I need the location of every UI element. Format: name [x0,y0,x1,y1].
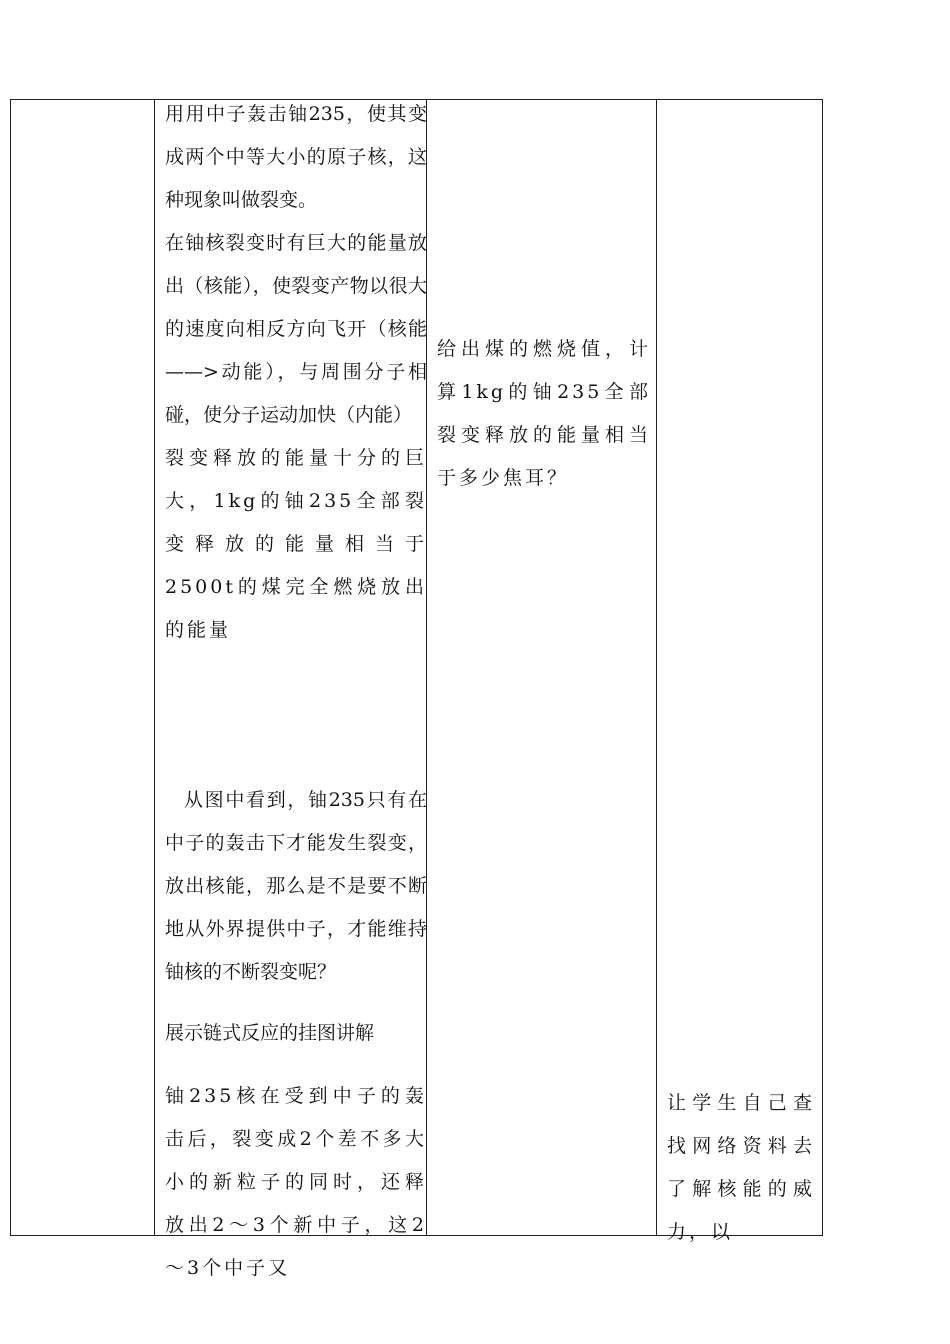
cell-design-intent [657,100,823,1243]
cell-teaching-content [155,100,427,1279]
cell-student-activity [427,100,657,1235]
paragraph-neutron-question: 从图中看到，铀235只有在中子的轰击下才能发生裂变，放出核能，那么是不是要不断地从外界提供中子，才能维持铀核的不断裂变呢？ [165,789,427,983]
lesson-table [10,99,823,1279]
paragraph-energy-amount: 裂变释放的能量十分的巨大，1kg的铀235全部裂变释放的能量相当于2500t的煤完全燃烧放出的能量 [165,447,427,641]
paragraph-chain-reaction-chart: 展示链式反应的挂图讲解 [165,1022,375,1044]
paragraph-fission-definition: 用用中子轰击铀235，使其变成两个中等大小的原子核，这种现象叫做裂变。 [165,103,427,211]
cell-column-1 [11,100,154,1235]
paragraph-chain-reaction: 铀235核在受到中子的轰击后，裂变成2个差不多大小的新粒子的同时，还释放出2～3个新中子，这2～3个中子又 [165,1085,427,1279]
paragraph-research-task: 让学生自己查找网络资料去了解核能的威力，以 [667,1092,815,1243]
paragraph-calculation-task: 给出煤的燃烧值，计算1kg的铀235全部裂变释放的能量相当于多少焦耳？ [437,338,651,489]
paragraph-fission-energy: 在铀核裂变时有巨大的能量放出（核能），使裂变产物以很大的速度向相反方向飞开（核能——>动能），与周围分子相碰，使分子运动加快（内能） [165,232,427,426]
